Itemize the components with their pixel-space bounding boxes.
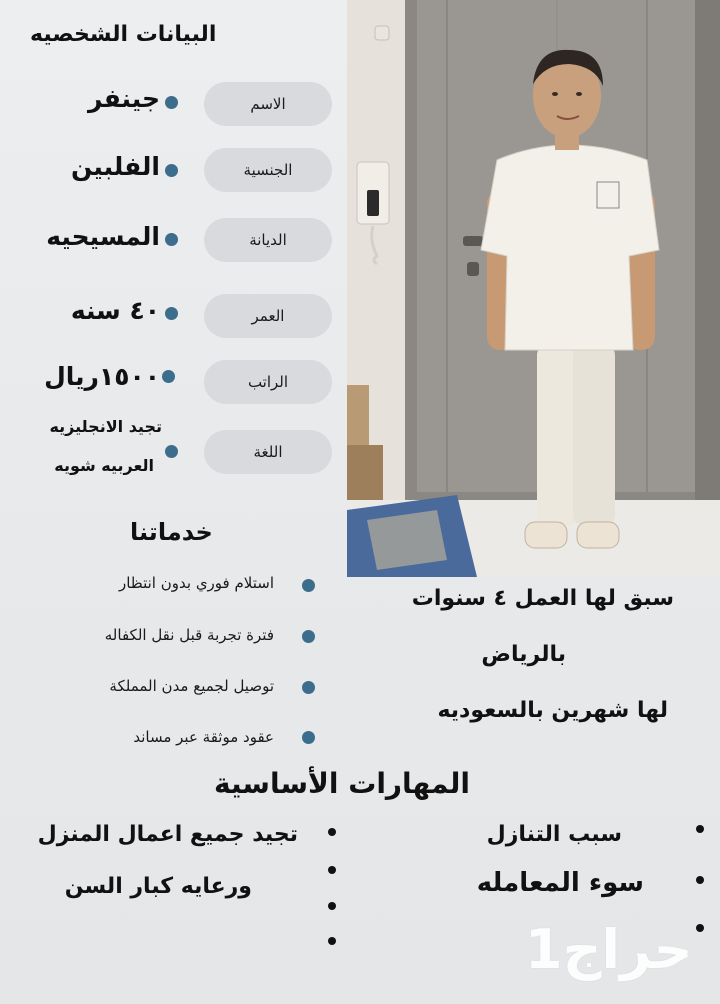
bullet-dot: [165, 96, 178, 109]
experience-line3: لها شهرين بالسعوديه: [437, 698, 668, 723]
service-item: عقود موثقة عبر مساند: [133, 728, 274, 746]
skill-left-line2: ورعايه كبار السن: [64, 874, 252, 899]
service-item: استلام فوري بدون انتظار: [118, 574, 274, 592]
value-language-line1: تجيد الانجليزيه: [49, 417, 162, 436]
experience-line1: سبق لها العمل ٤ سنوات: [411, 586, 674, 611]
label-pill-language: اللغة: [204, 430, 332, 474]
label-pill-name: الاسم: [204, 82, 332, 126]
bullet-dot: [302, 630, 315, 643]
bullet-dot: [302, 579, 315, 592]
bullet-dot: [165, 233, 178, 246]
personal-data-title: البيانات الشخصيه: [30, 22, 217, 47]
bullet-dot: [328, 937, 336, 945]
bullet-dot: [165, 445, 178, 458]
skills-title: المهارات الأساسية: [214, 767, 470, 800]
bullet-dot: [302, 731, 315, 744]
worker-photo: [347, 0, 720, 577]
value-religion: المسيحيه: [46, 222, 160, 251]
bullet-dot: [302, 681, 315, 694]
bullet-dot: [696, 876, 704, 884]
value-salary: ١٥٠٠ريال: [44, 362, 160, 391]
bullet-dot: [696, 825, 704, 833]
value-language-line2: العربيه شويه: [54, 456, 154, 475]
label-pill-age: العمر: [204, 294, 332, 338]
label-pill-nationality: الجنسية: [204, 148, 332, 192]
service-item: فترة تجربة قبل نقل الكفاله: [104, 626, 274, 644]
value-name: جينفر: [88, 84, 160, 113]
skill-right-line2: سوء المعامله: [476, 868, 644, 898]
bullet-dot: [328, 828, 336, 836]
services-title: خدماتنا: [130, 518, 213, 546]
bullet-dot: [328, 902, 336, 910]
skill-left-line1: تجيد جميع اعمال المنزل: [37, 822, 298, 847]
label-pill-salary: الراتب: [204, 360, 332, 404]
bullet-dot: [696, 924, 704, 932]
service-item: توصيل لجميع مدن المملكة: [109, 677, 274, 695]
experience-line2: بالرياض: [481, 642, 566, 667]
skill-right-line1: سبب التنازل: [486, 822, 622, 847]
bullet-dot: [162, 370, 175, 383]
label-pill-religion: الديانة: [204, 218, 332, 262]
value-age: ٤٠ سنه: [70, 296, 160, 325]
value-nationality: الفلبين: [70, 152, 160, 181]
watermark-logo: حراج1: [525, 918, 693, 981]
bullet-dot: [165, 307, 178, 320]
bullet-dot: [165, 164, 178, 177]
bullet-dot: [328, 866, 336, 874]
